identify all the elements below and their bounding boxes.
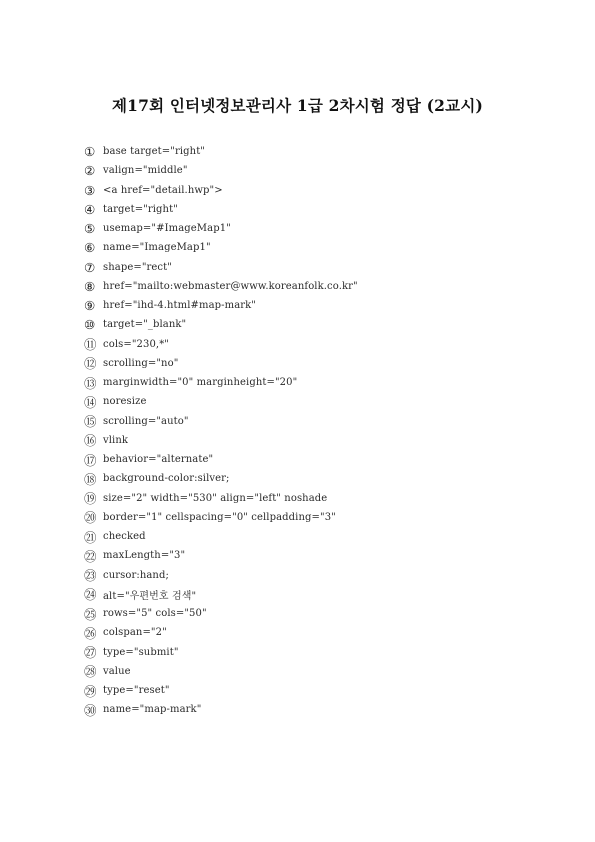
answer-text: background-color:silver;: [103, 473, 230, 485]
answer-text: colspan="2": [103, 627, 167, 639]
answer-text: marginwidth="0" marginheight="20": [103, 377, 298, 389]
answer-item: [84, 277, 358, 296]
answer-item: [84, 412, 358, 431]
answer-text: cursor:hand;: [103, 569, 169, 581]
answer-item: [84, 469, 358, 488]
answer-text: shape="rect": [103, 261, 172, 273]
answer-number: ⑮: [84, 414, 97, 430]
answer-text: <a href="detail.hwp">: [103, 184, 223, 196]
answer-number: ④: [84, 201, 96, 217]
answer-number: ㉕: [84, 606, 97, 622]
answer-text: scrolling="no": [103, 357, 179, 369]
answer-text: rows="5" cols="50": [103, 608, 207, 620]
answer-item: [84, 238, 358, 257]
answer-number: ⑱: [84, 471, 97, 487]
answer-text: vlink: [103, 434, 129, 446]
answer-number: ⑧: [84, 278, 96, 294]
answer-text: usemap="#ImageMap1": [103, 223, 231, 235]
answer-number: ⑨: [84, 298, 96, 314]
answer-item: [84, 489, 358, 508]
answer-text: checked: [103, 531, 146, 543]
answer-number: ⑤: [84, 221, 96, 237]
answer-item: [84, 354, 358, 373]
answer-item: [84, 181, 358, 200]
answer-number: ⑰: [84, 452, 97, 468]
answer-text: border="1" cellspacing="0" cellpadding="3": [103, 511, 336, 523]
answer-number: ⑳: [84, 510, 97, 526]
answer-number: ㉓: [84, 568, 97, 584]
answer-item: [84, 219, 358, 238]
answer-number: ③: [84, 182, 96, 198]
document-title: 제17회 인터넷정보관리사 1급 2차시험 정답 (2교시): [111, 96, 484, 115]
answer-text: size="2" width="530" align="left" noshade: [103, 492, 328, 504]
answer-item: [84, 296, 358, 315]
answer-item: [84, 200, 358, 219]
answer-text: maxLength="3": [103, 550, 186, 562]
answer-item: [84, 431, 358, 450]
answer-number: ⑦: [84, 259, 96, 275]
answer-item: [84, 662, 358, 681]
answer-item: [84, 161, 358, 180]
answer-item: [84, 585, 358, 604]
answer-number: ㉔: [84, 587, 97, 603]
answer-number: ㉙: [84, 683, 97, 699]
answer-text: href="ihd-4.html#map-mark": [103, 300, 257, 312]
answer-item: [84, 681, 358, 700]
answer-item: [84, 623, 358, 642]
answer-item: [84, 142, 358, 161]
answer-item: [84, 373, 358, 392]
answer-number: ⑲: [84, 491, 97, 507]
answer-number: ⑭: [84, 394, 97, 410]
answer-item: [84, 392, 358, 411]
answer-text: target="right": [103, 203, 178, 215]
answer-item: [84, 450, 358, 469]
answer-number: ㉘: [84, 664, 97, 680]
answer-number: ⑩: [84, 317, 96, 333]
answer-text: noresize: [103, 396, 147, 408]
answer-number: ⑬: [84, 375, 97, 391]
answer-text: cols="230,*": [103, 338, 169, 350]
answer-item: [84, 546, 358, 565]
answer-item: [84, 315, 358, 334]
answer-number: ②: [84, 163, 96, 179]
answer-item: [84, 527, 358, 546]
answer-number: ⑫: [84, 356, 97, 372]
answer-number: ㉑: [84, 529, 97, 545]
answer-number: ㉚: [84, 702, 97, 718]
answer-item: [84, 643, 358, 662]
answer-text: alt="우편번호 검색": [103, 590, 197, 602]
answer-number: ㉒: [84, 548, 97, 564]
answer-text: type="reset": [103, 685, 170, 697]
answer-text: scrolling="auto": [103, 415, 189, 427]
answer-number: ①: [84, 144, 96, 160]
answer-number: ⑯: [84, 433, 97, 449]
answer-item: [84, 508, 358, 527]
answer-item: [84, 566, 358, 585]
answer-text: behavior="alternate": [103, 454, 214, 466]
answer-text: value: [103, 665, 131, 677]
answer-list: [84, 142, 358, 720]
answer-item: [84, 700, 358, 719]
answer-number: ⑪: [84, 337, 97, 353]
answer-number: ㉗: [84, 645, 97, 661]
answer-text: valign="middle": [103, 165, 188, 177]
answer-number: ㉖: [84, 625, 97, 641]
answer-text: type="submit": [103, 646, 179, 658]
answer-item: [84, 604, 358, 623]
answer-number: ⑥: [84, 240, 96, 256]
answer-text: name="ImageMap1": [103, 242, 211, 254]
answer-item: [84, 258, 358, 277]
answer-text: base target="right": [103, 146, 206, 158]
answer-text: href="mailto:webmaster@www.koreanfolk.co.kr": [103, 280, 358, 292]
answer-text: name="map-mark": [103, 704, 202, 716]
answer-text: target="_blank": [103, 319, 187, 331]
answer-item: [84, 335, 358, 354]
